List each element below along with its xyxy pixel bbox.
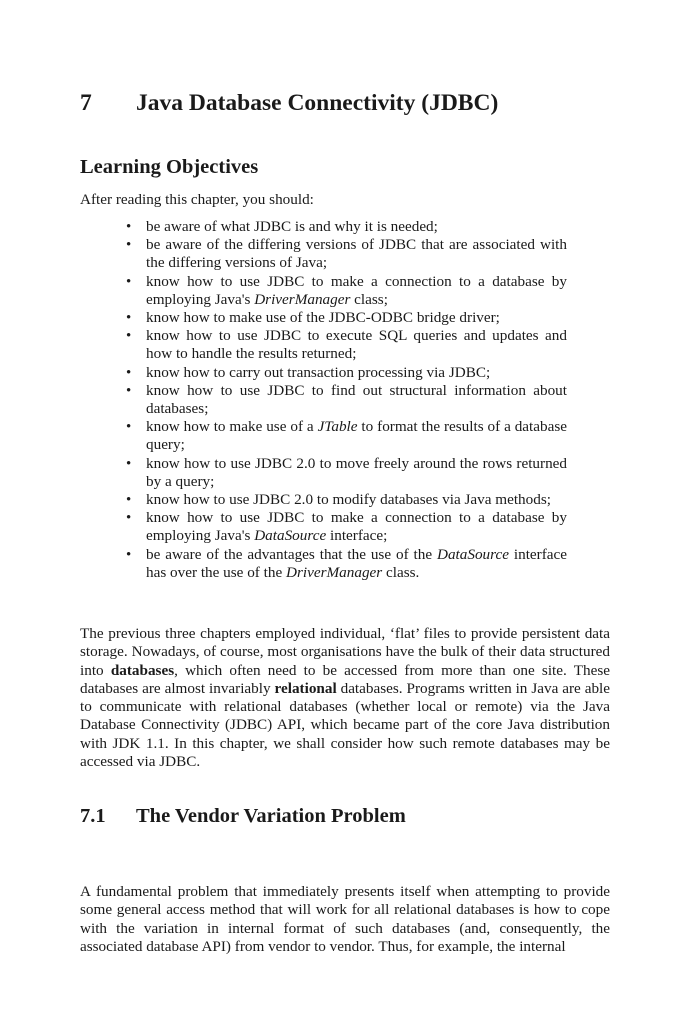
objective-text: interface has over the use of the: [146, 545, 567, 581]
objective-text: be aware of what JDBC is and why it is needed;: [146, 218, 438, 235]
class-name-italic: DataSource: [436, 545, 509, 563]
bullet-icon: •: [126, 364, 132, 381]
class-name-italic: DriverManager: [254, 290, 351, 308]
objective-text: know how to make use of a: [146, 418, 318, 436]
objective-text: to format the results of a database query;: [146, 418, 567, 454]
objective-text: be aware of the advantages that the use of the: [146, 545, 437, 563]
bullet-icon: •: [126, 455, 132, 472]
bullet-icon: •: [126, 419, 132, 436]
list-item: [126, 382, 567, 418]
objective-text: know how to make use of the JDBC-ODBC bridge driver;: [146, 309, 500, 327]
class-name-italic: JTable: [317, 418, 358, 436]
section-paragraph: A fundamental problem that immediately presents itself when attempting to provide some general access method that will work for all relational databases is how to cope with the variation in internal format of such databases (and, consequently, the associated database API) from vendor to vendor. Thus, for example, the internal: [80, 883, 610, 955]
objectives-list: [126, 218, 567, 582]
list-item: [126, 236, 567, 272]
bullet-icon: •: [126, 237, 132, 254]
list-item: [126, 309, 567, 327]
objective-text: know how to use JDBC 2.0 to move freely around the rows returned by a query;: [146, 454, 567, 490]
section-title: The Vendor Variation Problem: [136, 805, 406, 827]
objective-text: know how to carry out transaction processing via JDBC;: [146, 363, 491, 381]
bullet-icon: •: [126, 546, 132, 563]
objectives-intro: After reading this chapter, you should:: [80, 191, 314, 208]
objective-text: know how to use JDBC to make a connection to a database by employing Java's: [146, 272, 567, 308]
bold-term: relational: [274, 679, 337, 697]
objective-text: interface;: [326, 527, 388, 545]
bold-term: databases: [110, 661, 175, 679]
paragraph-text: databases. Programs written in Java are able to communicate with relational databases (whether local or remote) via the Java Database Connectivity (JDBC) API, which became part of the core Java distribution with JDK 1.1. In this chapter, we shall consider how such remote databases may be accessed via JDBC.: [80, 679, 610, 771]
chapter-number: 7: [80, 90, 92, 116]
intro-paragraph: [80, 625, 610, 771]
list-item: [126, 491, 567, 509]
objective-text: be aware of the differing versions of JDBC that are associated with the differing versions of Java;: [146, 236, 567, 272]
list-item: [126, 218, 567, 236]
section-heading: [80, 803, 406, 829]
objective-text: class.: [382, 563, 420, 581]
objective-text: class;: [350, 290, 388, 308]
objective-text: know how to use JDBC to execute SQL queries and updates and how to handle the results returned;: [146, 327, 567, 363]
class-name-italic: DriverManager: [286, 563, 383, 581]
list-item: [126, 327, 567, 363]
chapter-title: Java Database Connectivity (JDBC): [136, 90, 499, 116]
objectives-heading: Learning Objectives: [80, 156, 259, 178]
list-item: [126, 455, 567, 491]
list-item: [126, 509, 567, 545]
bullet-icon: •: [126, 219, 132, 235]
bullet-icon: •: [126, 382, 132, 399]
section-number: 7.1: [80, 805, 106, 827]
list-item: [126, 418, 567, 454]
paragraph-text: The previous three chapters employed individual, ‘flat’ files to provide persistent data storage. Nowadays, of course, most organisations have the bulk of their data structured into: [80, 625, 610, 679]
objective-text: know how to use JDBC to make a connection to a database by employing Java's: [146, 509, 567, 545]
objective-text: know how to use JDBC 2.0 to modify databases via Java methods;: [146, 491, 551, 509]
paragraph-text: , which often need to be accessed from more than one site. These databases are almost invariably: [80, 661, 610, 697]
bullet-icon: •: [126, 328, 132, 345]
list-item: [126, 546, 567, 582]
bullet-icon: •: [126, 273, 132, 290]
bullet-icon: •: [126, 510, 132, 527]
bullet-icon: •: [126, 310, 132, 327]
bullet-icon: •: [126, 492, 132, 509]
list-item: [126, 273, 567, 309]
class-name-italic: DataSource: [254, 527, 327, 545]
chapter-heading: [80, 88, 498, 118]
list-item: [126, 364, 567, 382]
objective-text: know how to use JDBC to find out structural information about databases;: [146, 381, 567, 418]
